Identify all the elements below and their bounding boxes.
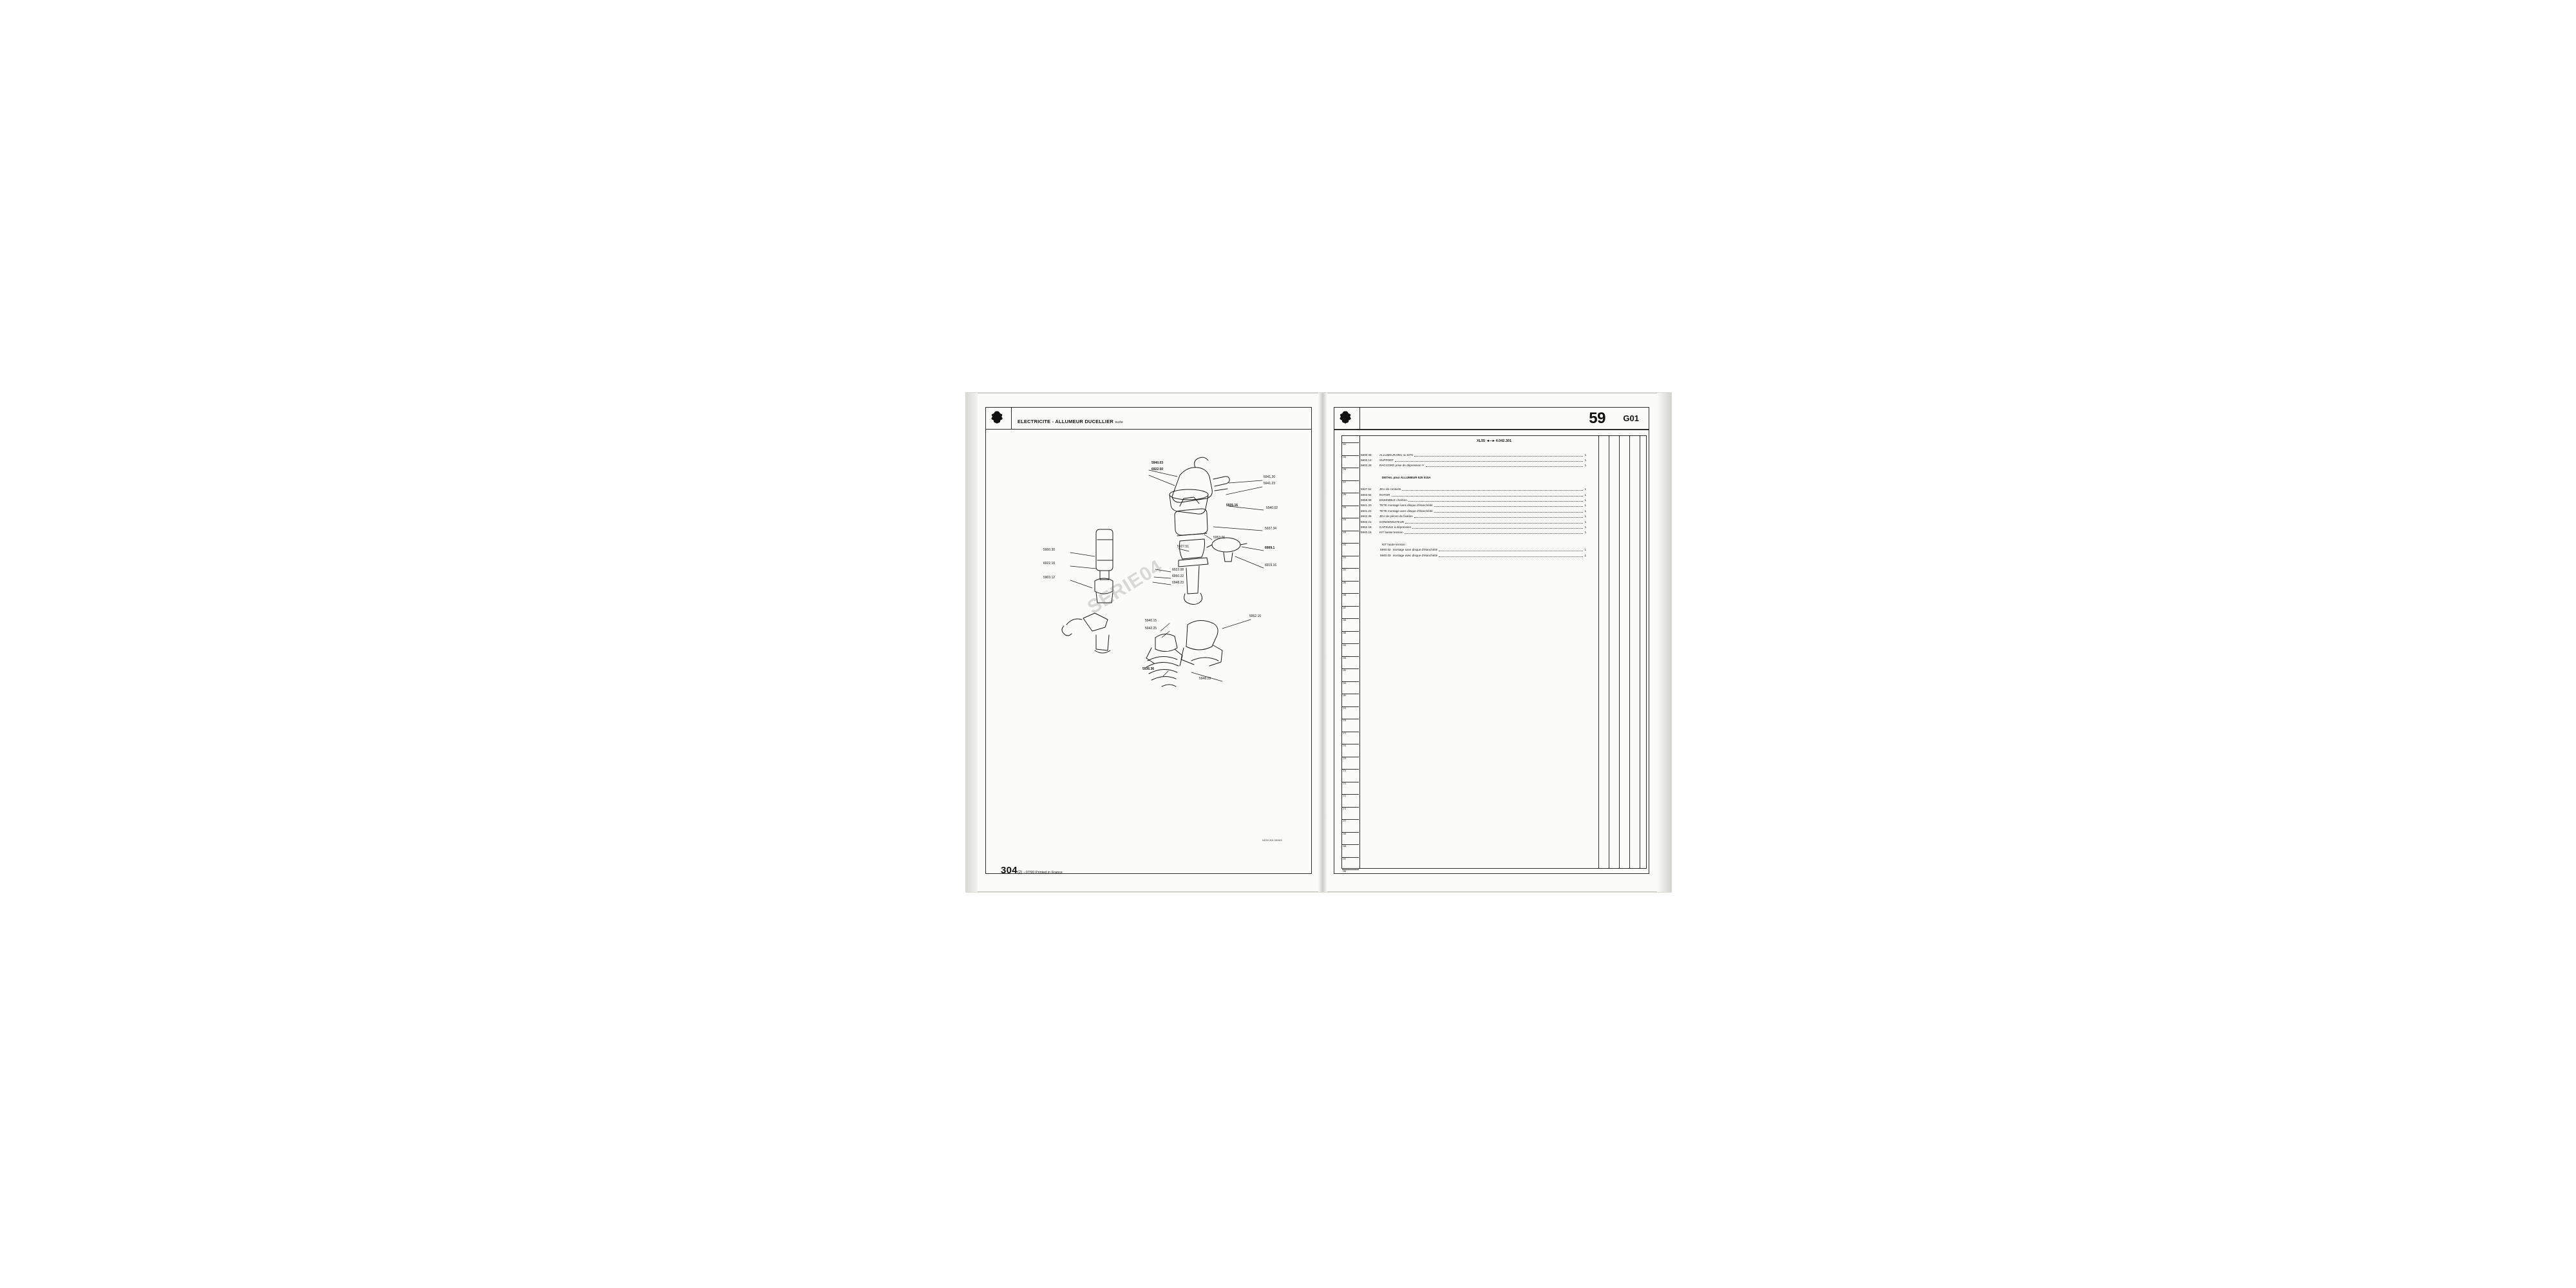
row-spacer [1361, 535, 1587, 542]
table-row [1361, 492, 1587, 497]
part-quantity: 1 [1584, 459, 1586, 462]
callout-5940-03: 5940.03 [1151, 461, 1164, 465]
left-page-footer [1001, 865, 1063, 876]
tick-label: 286 [1343, 619, 1347, 621]
tick-label: 294 [1343, 518, 1347, 521]
left-page-title [1018, 419, 1123, 424]
table-caption [1341, 439, 1647, 443]
dot-leader [1414, 515, 1584, 518]
serial-tick-column [1342, 436, 1359, 873]
part-label: ROTOR [1379, 493, 1390, 497]
page-folio: 304 [1001, 865, 1018, 876]
callout-5900-30: 5900.30 [1043, 548, 1056, 552]
dot-leader [1395, 459, 1583, 462]
tick-label: 279 [1343, 706, 1347, 710]
column-separator-4 [1619, 435, 1620, 869]
callout-5953-06: 5953.06 [1213, 536, 1226, 540]
dot-leader [1408, 498, 1584, 502]
header-divider [1359, 407, 1360, 429]
table-row [1361, 519, 1587, 524]
part-label: CONDENSATEUR [1379, 520, 1405, 524]
table-caption-arrow: ◄—► [1486, 439, 1495, 443]
part-label: SUPPORT [1379, 459, 1394, 462]
callout-6948-23: 6948.23 [1172, 581, 1184, 585]
callout-5936-36: 5936.36 [1142, 667, 1155, 671]
table-row [1361, 475, 1587, 480]
table-row [1361, 524, 1587, 529]
dot-leader [1402, 488, 1583, 491]
column-separator-5 [1629, 435, 1630, 869]
peugeot-lion-icon [989, 409, 1006, 427]
callout-6922-50: 6922.50 [1151, 468, 1164, 471]
callout-5942-25: 5942.25 [1145, 627, 1157, 630]
part-reference: 5903.84 [1361, 493, 1372, 497]
part-quantity: 1 [1584, 515, 1586, 518]
dot-leader [1405, 531, 1584, 534]
tick-label: 272 [1343, 795, 1347, 797]
tick-label: 293 [1343, 531, 1347, 534]
tick-label: 269 [1343, 832, 1347, 835]
callout-5941-23: 5941.23 [1264, 482, 1276, 486]
part-reference: 5903.26 [1361, 464, 1372, 468]
part-reference: 5900.30 [1361, 453, 1372, 457]
tick-label: 296 [1343, 493, 1347, 496]
callout-5935-16: 5935.16 [1226, 504, 1238, 507]
part-reference: 5940.15 [1361, 531, 1372, 535]
part-label: JEU de contacts [1379, 488, 1401, 491]
part-reference: 5941.20 [1361, 504, 1372, 507]
table-row [1361, 508, 1587, 513]
section-number: 59 [1589, 410, 1605, 427]
table-row [1361, 547, 1587, 552]
tick-label: 300 [1343, 443, 1347, 446]
tick-label: 273 [1343, 782, 1347, 785]
tick-label: 281 [1343, 681, 1347, 685]
left-page [978, 393, 1318, 892]
callout-5903-12: 5903.12 [1043, 576, 1056, 580]
dot-leader [1405, 520, 1583, 524]
callout-5941-20: 5941.20 [1264, 475, 1276, 479]
page-gutter-left [966, 393, 978, 892]
print-stamp: 04/90 304 0906/1 [1262, 838, 1282, 842]
part-quantity: 1 [1584, 464, 1586, 468]
tick-label: 275 [1343, 757, 1347, 760]
tick-label: 270 [1343, 820, 1347, 822]
callout-6919-16: 6919.16 [1265, 564, 1277, 567]
part-label: montage avec disque d'étanchéité [1392, 553, 1438, 557]
tick-label: 287 [1343, 606, 1347, 609]
scanned-page-spread [966, 393, 1671, 892]
part-reference: 5940.02 [1380, 548, 1391, 552]
table-row [1361, 457, 1587, 462]
tick-label: 282 [1343, 669, 1347, 672]
watermark: SERIE04 [1083, 556, 1166, 619]
part-label: CAPSULE à dépression [1379, 525, 1412, 529]
left-page-title-suffix: suite [1115, 421, 1123, 424]
row-spacer [1361, 468, 1587, 475]
tick-label: 268 [1343, 845, 1347, 848]
table-row [1361, 503, 1587, 508]
part-quantity: 1 [1584, 548, 1586, 552]
table-caption-model: XL55 [1476, 439, 1486, 443]
dot-leader [1426, 464, 1584, 467]
book-binding [1318, 393, 1327, 892]
section-code: G01 [1623, 413, 1639, 423]
table-caption-ref: 4.042.301 [1495, 439, 1512, 443]
callout-5937-34: 5937.34 [1265, 527, 1277, 531]
part-quantity: 1 [1584, 520, 1586, 524]
part-reference: 5942.35 [1361, 515, 1372, 518]
callout-5927-51: 5927.51 [1177, 545, 1189, 549]
table-row [1361, 553, 1587, 558]
part-reference: 5903.12 [1361, 459, 1372, 462]
distributor-diagram [987, 431, 1311, 696]
dot-leader [1414, 453, 1584, 457]
callout-6909-1: 6909.1 [1265, 546, 1275, 550]
tick-label: 277 [1343, 732, 1347, 735]
column-separator-1 [1359, 435, 1360, 869]
tick-label: 283 [1343, 656, 1347, 659]
tick-label: 276 [1343, 744, 1347, 747]
tick-label: 290 [1343, 569, 1347, 571]
left-page-title-text: ELECTRICITE - ALLUMEUR DUCELLIER [1018, 419, 1114, 424]
part-quantity: 1 [1584, 531, 1586, 535]
part-reference: 5940.21 [1361, 520, 1372, 524]
part-reference: 5941.23 [1361, 509, 1372, 513]
row-spacer [1361, 480, 1587, 487]
tick-label: 280 [1343, 694, 1347, 697]
tick-label: 267 [1343, 857, 1347, 860]
part-quantity: 1 [1584, 493, 1586, 497]
callout-5948-23: 5948.23 [1199, 677, 1211, 681]
right-page [1327, 393, 1657, 892]
tick-label: 266 [1343, 870, 1347, 873]
tick-label: 274 [1343, 770, 1347, 772]
peugeot-lion-icon [1338, 409, 1354, 427]
part-label: montage sans disque d'étanchéité [1392, 548, 1438, 552]
tick-label: 288 [1343, 594, 1347, 596]
exploded-view-drawing [987, 431, 1311, 860]
dot-leader [1439, 548, 1583, 551]
table-row [1361, 463, 1587, 468]
part-label: ALLUMEUR M91 ou M79 [1379, 453, 1413, 457]
column-separator-2 [1598, 435, 1599, 869]
page-folio-sub: (2) [1017, 871, 1023, 875]
dot-leader [1392, 493, 1584, 497]
dot-leader [1412, 526, 1583, 529]
callout-6950-22: 6950.22 [1172, 574, 1184, 578]
callout-6922-08: 6922.08 [1172, 568, 1184, 572]
tick-label: 271 [1343, 807, 1347, 810]
table-row [1361, 497, 1587, 502]
part-quantity: 1 [1584, 525, 1586, 529]
part-label: DETAIL pour ALLUMEUR 525 015A [1382, 475, 1431, 479]
callout-5940-15: 5940.15 [1145, 619, 1157, 623]
dot-leader [1439, 554, 1583, 557]
left-page-header [985, 407, 1312, 430]
parts-table [1341, 435, 1647, 873]
part-reference: 5952.18 [1361, 525, 1372, 529]
parts-rows [1361, 452, 1587, 558]
tick-label: 289 [1343, 581, 1347, 584]
dot-leader [1434, 504, 1584, 507]
part-quantity: 1 [1584, 553, 1586, 557]
part-reference: 5927.51 [1361, 488, 1372, 491]
tick-label: 284 [1343, 644, 1347, 647]
tick-label: 295 [1343, 506, 1347, 509]
part-quantity: 1 [1584, 488, 1586, 491]
part-label: KIT basse tension [1379, 531, 1403, 535]
part-quantity: 1 [1584, 453, 1586, 457]
table-row [1361, 514, 1587, 519]
part-quantity: 1 [1584, 498, 1586, 502]
tick-label: 298 [1343, 468, 1347, 471]
table-row [1361, 452, 1587, 457]
tick-label: 292 [1343, 544, 1347, 546]
part-label: KIT haute tension : [1382, 542, 1407, 546]
tick-label: 278 [1343, 719, 1347, 722]
right-page-header [1334, 407, 1649, 430]
part-label: ENSEMBLE charbon [1379, 498, 1407, 502]
part-label: RACCORD prise de dépression ✂ [1379, 463, 1425, 467]
header-divider [1011, 407, 1012, 429]
callout-6922-18: 6922.18 [1043, 562, 1056, 565]
part-quantity: 1 [1584, 504, 1586, 507]
table-row [1361, 530, 1587, 535]
tick-label: 297 [1343, 480, 1347, 484]
part-quantity: 1 [1584, 509, 1586, 513]
part-reference: 5940.03 [1380, 553, 1391, 557]
page-gutter-right [1657, 393, 1671, 892]
part-reference: 5958.08 [1361, 498, 1372, 502]
callout-5952-16: 5952.16 [1249, 614, 1262, 618]
tick-label: 299 [1343, 455, 1347, 459]
part-label: TETE montage avec disque d'étanchéité [1379, 509, 1433, 513]
part-label: TETE montage sans disque d'étanchéité [1379, 504, 1433, 507]
table-row [1361, 487, 1587, 492]
tick-label: 291 [1343, 556, 1347, 559]
dot-leader [1434, 509, 1584, 513]
table-row [1361, 542, 1587, 547]
callout-5940-02: 5940.02 [1266, 506, 1278, 510]
print-note: - 07/90 Printed in France [1023, 871, 1063, 875]
part-label: JEU de pièces de fixation [1379, 515, 1413, 518]
tick-label: 285 [1343, 631, 1347, 634]
